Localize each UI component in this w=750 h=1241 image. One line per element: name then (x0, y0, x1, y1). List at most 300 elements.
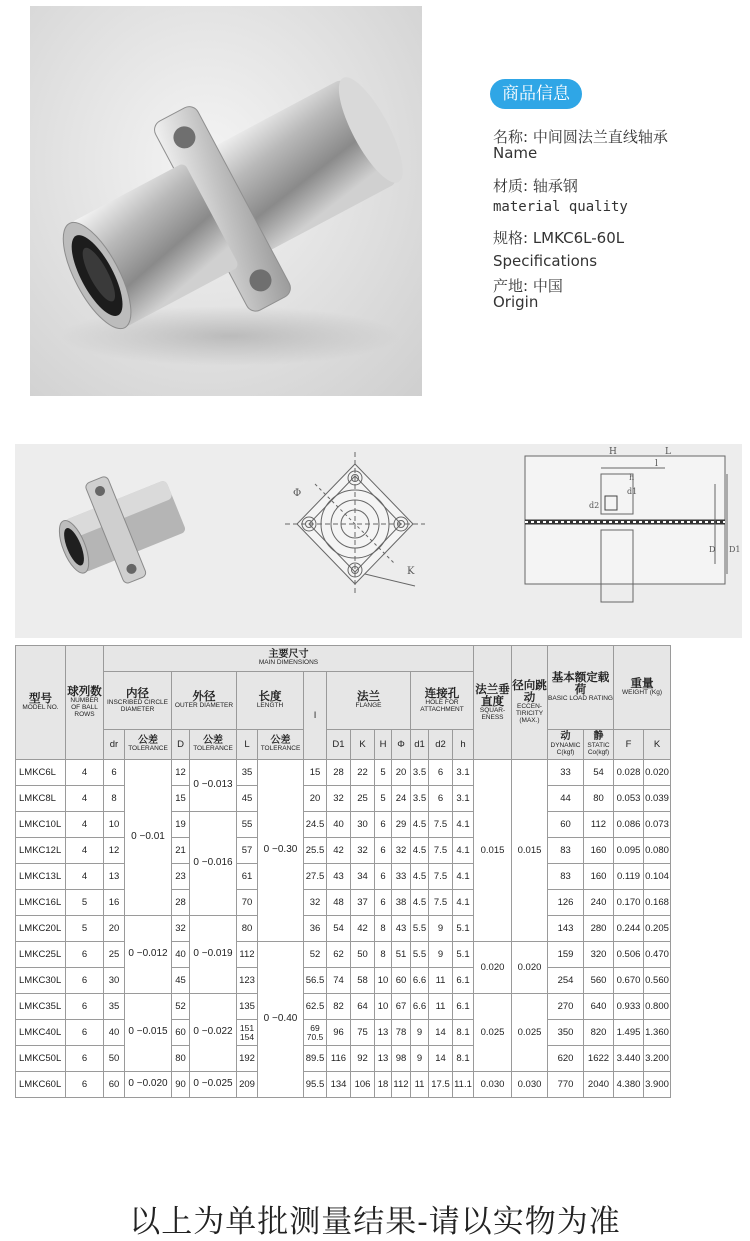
table-row (16, 760, 671, 786)
header-en-label: MODEL NO. (22, 704, 59, 712)
header-en-label: WEIGHT (Kg) (622, 689, 662, 697)
table-cell: 32 (304, 890, 327, 916)
table-cell: 20 (392, 760, 411, 786)
table-cell: 54 (327, 916, 351, 942)
table-cell: 15 (172, 786, 190, 812)
table-cell: 8 (375, 916, 392, 942)
table-cell: 2040 (584, 1072, 614, 1098)
col-balls (66, 646, 104, 760)
k-label: K (407, 566, 415, 577)
front-view-drawing (285, 452, 425, 596)
h-label: H (609, 447, 617, 457)
table-cell: 5 (375, 760, 392, 786)
model-cell: LMKC60L (16, 1072, 66, 1098)
col-static (584, 730, 614, 760)
table-cell: 52 (304, 942, 327, 968)
header-cn-label: 重量 (630, 678, 654, 691)
table-cell: 15 (304, 760, 327, 786)
flange-bearing-image (30, 6, 422, 396)
model-cell: LMKC12L (16, 838, 66, 864)
table-cell: 6.1 (453, 994, 474, 1020)
table-cell: 4 (66, 812, 104, 838)
eccentricity-value: 0.020 (512, 942, 548, 994)
col-inner (104, 672, 172, 730)
table-cell: 34 (351, 864, 375, 890)
col-eccentricity (512, 646, 548, 760)
L-tolerance (258, 942, 304, 1098)
tolerance-value: 0 −0.019 (193, 948, 233, 960)
table-cell: 6 (375, 812, 392, 838)
table-cell: 4.1 (453, 864, 474, 890)
header-en-label: ECCEN-TIRICITY (MAX.) (515, 703, 544, 724)
table-cell: 4.5 (411, 864, 429, 890)
header-cn-label: 连接孔 (424, 687, 460, 700)
table-cell: 70 (237, 890, 258, 916)
model-cell: LMKC6L (16, 760, 66, 786)
table-cell: 14 (429, 1020, 453, 1046)
table-cell: 3.900 (644, 1072, 671, 1098)
table-cell: 0.933 (614, 994, 644, 1020)
col-outer (172, 672, 237, 730)
table-cell: 151 154 (237, 1020, 258, 1046)
table-cell: 11.1 (453, 1072, 474, 1098)
section-view-drawing (525, 447, 741, 602)
table-cell: 112 (237, 942, 258, 968)
d1-label: d1 (627, 487, 638, 496)
header-en-label: INSCRIBED CIRCLE DIAMETER (106, 698, 169, 713)
header-cn-label: 球列数 (67, 686, 102, 699)
table-cell: 61 (237, 864, 258, 890)
table-row (16, 838, 671, 864)
table-cell: 5.5 (411, 942, 429, 968)
dr-tolerance (125, 1072, 172, 1098)
table-cell: 6 (66, 1046, 104, 1072)
col-d2: d2 (429, 730, 453, 760)
table-cell: 11 (429, 968, 453, 994)
table-cell: 9 (429, 916, 453, 942)
header-en-label: MAIN DIMENSIONS (258, 659, 319, 667)
table-cell: 20 (104, 916, 125, 942)
table-cell: 6.6 (411, 994, 429, 1020)
table-cell: 106 (351, 1072, 375, 1098)
table-cell: 12 (172, 760, 190, 786)
header-en-label: LENGTH (256, 702, 284, 710)
table-cell: 62.5 (304, 994, 327, 1020)
header-en-label: STATIC Co(kgf) (587, 741, 610, 756)
table-cell: 3.440 (614, 1046, 644, 1072)
table-cell: 4 (66, 838, 104, 864)
table-cell: 32 (172, 916, 190, 942)
main-dimensions-header (104, 646, 474, 672)
table-cell: 6 (66, 994, 104, 1020)
squareness-value: 0.025 (474, 994, 512, 1072)
table-cell: 143 (548, 916, 584, 942)
D-tolerance (190, 916, 237, 994)
header-en-label: DYNAMIC C(kgf) (550, 741, 581, 756)
table-cell: 16 (104, 890, 125, 916)
table-cell: 0.053 (614, 786, 644, 812)
col-squareness (474, 646, 512, 760)
col-Kw: K (644, 730, 671, 760)
table-cell: 6 (104, 760, 125, 786)
eccentricity-value: 0.025 (512, 994, 548, 1072)
table-cell: 8 (375, 942, 392, 968)
table-cell: 90 (172, 1072, 190, 1098)
table-cell: 25 (104, 942, 125, 968)
header-en-label: NUMBER OF BALL ROWS (70, 697, 99, 718)
table-cell: 6 (66, 942, 104, 968)
product-info-badge: 商品信息 (490, 79, 582, 109)
table-cell: 1.495 (614, 1020, 644, 1046)
table-row (16, 1072, 671, 1098)
table-cell: 0.080 (644, 838, 671, 864)
table-cell: 1.360 (644, 1020, 671, 1046)
table-cell: 8.1 (453, 1020, 474, 1046)
table-cell: 35 (104, 994, 125, 1020)
L-tolerance (258, 760, 304, 942)
table-cell: 0.028 (614, 760, 644, 786)
table-cell: 0.086 (614, 812, 644, 838)
header-en-label: TOLERANCE (260, 745, 301, 753)
table-cell: 0.560 (644, 968, 671, 994)
model-cell: LMKC20L (16, 916, 66, 942)
table-cell: 160 (584, 864, 614, 890)
header-en-label: BASIC LOAD RATING (548, 695, 613, 703)
table-cell: 83 (548, 864, 584, 890)
table-cell: 6 (429, 786, 453, 812)
table-cell: 11 (411, 1072, 429, 1098)
tolerance-value: 0 −0.012 (128, 948, 168, 960)
tolerance-value: 0 −0.025 (193, 1078, 233, 1090)
table-cell: 11 (429, 994, 453, 1020)
col-K: K (351, 730, 375, 760)
table-cell: 9 (411, 1046, 429, 1072)
table-cell: 7.5 (429, 838, 453, 864)
table-cell: 560 (584, 968, 614, 994)
table-cell: 116 (327, 1046, 351, 1072)
header-cn-label: 静 (593, 731, 604, 743)
table-cell: 280 (584, 916, 614, 942)
table-cell: 0.095 (614, 838, 644, 864)
col-D: D (172, 730, 190, 760)
header-en-label: TOLERANCE (193, 745, 233, 753)
table-cell: 160 (584, 838, 614, 864)
origin-en: Origin (493, 293, 539, 311)
h-small-label: h (629, 473, 635, 482)
dr-tolerance (125, 916, 172, 994)
header-en-label: FLANGE (355, 702, 382, 710)
table-cell: 60 (104, 1072, 125, 1098)
table-cell: 10 (375, 994, 392, 1020)
table-cell: 5 (66, 916, 104, 942)
table-cell: 159 (548, 942, 584, 968)
table-cell: 10 (104, 812, 125, 838)
table-cell: 0.170 (614, 890, 644, 916)
table-cell: 0.506 (614, 942, 644, 968)
header-en-label: SQUAR-ENESS (479, 706, 506, 721)
table-cell: 4.5 (411, 838, 429, 864)
spec-en: Specifications (493, 252, 598, 270)
table-row (16, 994, 671, 1020)
table-cell: 18 (375, 1072, 392, 1098)
table-cell: 42 (327, 838, 351, 864)
table-cell: 25 (351, 786, 375, 812)
table-cell: 4 (66, 760, 104, 786)
table-row (16, 916, 671, 942)
table-cell: 4.1 (453, 812, 474, 838)
tolerance-value: 0 −0.30 (263, 844, 298, 856)
table-cell: 92 (351, 1046, 375, 1072)
table-row (16, 968, 671, 994)
table-cell: 28 (327, 760, 351, 786)
col-d1: d1 (411, 730, 429, 760)
table-cell: 9 (411, 1020, 429, 1046)
d1-outer-label: D1 (729, 545, 741, 554)
table-cell: 4 (66, 786, 104, 812)
col-weight (614, 646, 671, 730)
table-cell: 45 (172, 968, 190, 994)
model-cell: LMKC50L (16, 1046, 66, 1072)
D-tolerance (190, 994, 237, 1072)
eccentricity-value: 0.030 (512, 1072, 548, 1098)
table-cell: 78 (392, 1020, 411, 1046)
table-cell: 56.5 (304, 968, 327, 994)
eccentricity-value: 0.015 (512, 760, 548, 942)
table-cell: 75 (351, 1020, 375, 1046)
table-cell: 45 (237, 786, 258, 812)
D-tolerance (190, 1072, 237, 1098)
table-cell: 43 (327, 864, 351, 890)
table-cell: 57 (237, 838, 258, 864)
table-cell: 32 (392, 838, 411, 864)
table-cell: 98 (392, 1046, 411, 1072)
tolerance-value: 0 −0.022 (193, 1026, 233, 1038)
squareness-value: 0.015 (474, 760, 512, 942)
table-cell: 6 (375, 838, 392, 864)
table-cell: 5 (66, 890, 104, 916)
table-cell: 0.205 (644, 916, 671, 942)
table-cell: 5 (375, 786, 392, 812)
table-cell: 4.5 (411, 890, 429, 916)
table-cell: 0.244 (614, 916, 644, 942)
table-cell: 3.200 (644, 1046, 671, 1072)
table-cell: 640 (584, 994, 614, 1020)
table-cell: 6.1 (453, 968, 474, 994)
table-cell: 22 (351, 760, 375, 786)
table-cell: 25.5 (304, 838, 327, 864)
table-cell: 320 (584, 942, 614, 968)
tolerance-value: 0 −0.40 (263, 1013, 298, 1025)
table-cell: 8.1 (453, 1046, 474, 1072)
table-cell: 7.5 (429, 890, 453, 916)
header-cn-label: 外径 (192, 691, 216, 704)
header-cn-label: 基本额定载荷 (551, 672, 610, 697)
table-cell: 13 (104, 864, 125, 890)
table-cell: 4 (66, 864, 104, 890)
header-cn-label: 内径 (126, 687, 149, 700)
table-row (16, 890, 671, 916)
name-en: Name (493, 144, 538, 162)
squareness-value: 0.030 (474, 1072, 512, 1098)
l-upper-label: L (665, 447, 671, 457)
col-flange (327, 672, 411, 730)
table-cell: 33 (392, 864, 411, 890)
table-cell: 32 (327, 786, 351, 812)
table-cell: 7.5 (429, 812, 453, 838)
table-cell: 80 (172, 1046, 190, 1072)
table-cell: 3.1 (453, 760, 474, 786)
technical-drawings (15, 444, 742, 638)
table-cell: 42 (351, 916, 375, 942)
col-dynamic (548, 730, 584, 760)
table-cell: 33 (548, 760, 584, 786)
table-cell: 6 (375, 890, 392, 916)
table-cell: 37 (351, 890, 375, 916)
table-cell: 0.800 (644, 994, 671, 1020)
header-cn-label: 主要尺寸 (268, 648, 309, 660)
table-cell: 240 (584, 890, 614, 916)
table-cell: 60 (172, 1020, 190, 1046)
col-load (548, 646, 614, 730)
table-cell: 0.104 (644, 864, 671, 890)
table-cell: 126 (548, 890, 584, 916)
table-cell: 6 (66, 968, 104, 994)
model-cell: LMKC30L (16, 968, 66, 994)
table-cell: 29 (392, 812, 411, 838)
table-cell: 60 (392, 968, 411, 994)
col-F: F (614, 730, 644, 760)
table-cell: 8 (104, 786, 125, 812)
table-cell: 10 (375, 968, 392, 994)
table-cell: 44 (548, 786, 584, 812)
table-cell: 19 (172, 812, 190, 838)
model-cell: LMKC35L (16, 994, 66, 1020)
model-cell: LMKC13L (16, 864, 66, 890)
table-cell: 80 (584, 786, 614, 812)
table-cell: 24.5 (304, 812, 327, 838)
product-photo (30, 6, 422, 396)
table-cell: 43 (392, 916, 411, 942)
header-en-label: HOLE FOR ATTACHMENT (420, 698, 464, 713)
table-cell: 80 (237, 916, 258, 942)
table-cell: 9 (429, 942, 453, 968)
table-cell: 6 (66, 1020, 104, 1046)
table-cell: 0.020 (644, 760, 671, 786)
model-cell: LMKC8L (16, 786, 66, 812)
table-cell: 21 (172, 838, 190, 864)
table-cell: 820 (584, 1020, 614, 1046)
phi-label: Φ (293, 488, 302, 499)
table-cell: 7.5 (429, 864, 453, 890)
table-cell: 60 (548, 812, 584, 838)
table-cell: 620 (548, 1046, 584, 1072)
table-cell: 5.1 (453, 942, 474, 968)
table-cell: 67 (392, 994, 411, 1020)
table-cell: 96 (327, 1020, 351, 1046)
table-cell: 6 (429, 760, 453, 786)
table-cell: 40 (172, 942, 190, 968)
table-cell: 3.5 (411, 786, 429, 812)
table-row (16, 1020, 671, 1046)
tolerance-value: 0 −0.01 (131, 831, 165, 843)
table-row (16, 812, 671, 838)
table-cell: 112 (392, 1072, 411, 1098)
table-cell: 24 (392, 786, 411, 812)
header-cn-label: 法兰 (357, 691, 380, 704)
table-cell: 74 (327, 968, 351, 994)
table-cell: 350 (548, 1020, 584, 1046)
table-row (16, 942, 671, 968)
col-L: L (237, 730, 258, 760)
header-cn-label: 公差 (138, 734, 158, 746)
table-cell: 12 (104, 838, 125, 864)
table-cell: 62 (327, 942, 351, 968)
table-cell: 89.5 (304, 1046, 327, 1072)
material-en: material quality (493, 199, 628, 215)
table-cell: 54 (584, 760, 614, 786)
table-cell: 5.1 (453, 916, 474, 942)
header-cn-label: 公差 (203, 734, 223, 746)
table-cell: 38 (392, 890, 411, 916)
table-cell: 3.1 (453, 786, 474, 812)
table-cell: 69 70.5 (304, 1020, 327, 1046)
l-lower-label: l (655, 459, 658, 469)
table-cell: 58 (351, 968, 375, 994)
spec-table (15, 645, 671, 1098)
col-l: l (304, 672, 327, 760)
table-cell: 4.380 (614, 1072, 644, 1098)
table-cell: 40 (104, 1020, 125, 1046)
table-cell: 23 (172, 864, 190, 890)
col-model (16, 646, 66, 760)
col-h: h (453, 730, 474, 760)
table-cell: 30 (351, 812, 375, 838)
table-cell: 30 (104, 968, 125, 994)
table-cell: 50 (351, 942, 375, 968)
header-cn-label: 动 (560, 731, 571, 743)
table-cell: 36 (304, 916, 327, 942)
tolerance-value: 0 −0.020 (128, 1078, 168, 1090)
col-H: H (375, 730, 392, 760)
table-cell: 4.1 (453, 838, 474, 864)
header-cn-label: 长度 (258, 691, 282, 704)
D-tolerance (190, 760, 237, 812)
technical-drawing-strip (15, 444, 742, 638)
col-phi: Φ (392, 730, 411, 760)
tolerance-value: 0 −0.013 (193, 779, 233, 791)
table-cell: 64 (351, 994, 375, 1020)
table-cell: 95.5 (304, 1072, 327, 1098)
table-cell: 0.073 (644, 812, 671, 838)
table-cell: 270 (548, 994, 584, 1020)
name-cn: 名称: 中间圆法兰直线轴承 (493, 128, 668, 146)
model-cell: LMKC40L (16, 1020, 66, 1046)
table-row (16, 786, 671, 812)
squareness-value: 0.020 (474, 942, 512, 994)
table-cell: 3.5 (411, 760, 429, 786)
table-cell: 123 (237, 968, 258, 994)
tolerance-value: 0 −0.016 (193, 857, 233, 869)
col-hole (411, 672, 474, 730)
model-cell: LMKC16L (16, 890, 66, 916)
footer-disclaimer: 以上为单批测量结果-请以实物为准 (129, 1204, 621, 1240)
col-D1: D1 (327, 730, 351, 760)
table-cell: 192 (237, 1046, 258, 1072)
d2-label: d2 (589, 501, 600, 510)
model-cell: LMKC10L (16, 812, 66, 838)
header-cn-label: 径向跳动 (512, 680, 547, 705)
table-cell: 52 (172, 994, 190, 1020)
